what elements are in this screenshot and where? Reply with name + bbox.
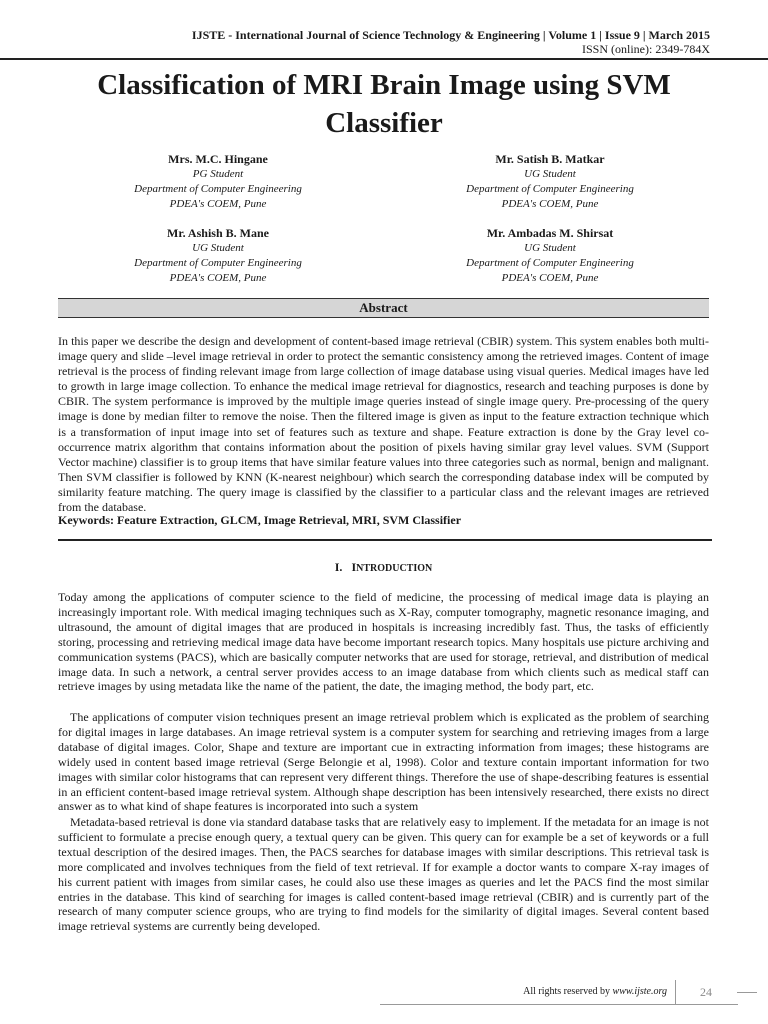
section-title-initial: I <box>351 560 357 574</box>
author-department: Department of Computer Engineering <box>134 257 302 269</box>
author-block <box>435 152 665 211</box>
author-block <box>435 226 665 285</box>
author-role: UG Student <box>524 242 576 254</box>
author-institution: PDEA's COEM, Pune <box>501 272 599 284</box>
header-divider <box>0 58 768 60</box>
keywords: Keywords: Feature Extraction, GLCM, Image Retrieval, MRI, SVM Classifier <box>58 513 462 527</box>
journal-header: IJSTE - International Journal of Science Technology & Engineering | Volume 1 | Issue 9 | March 2015 <box>191 28 710 42</box>
author-name: Mr. Satish B. Matkar <box>495 152 605 166</box>
author-department: Department of Computer Engineering <box>466 183 634 195</box>
author-institution: PDEA's COEM, Pune <box>169 198 267 210</box>
abstract-text: In this paper we describe the design and development of content-based image retrieval (CBIR) system. This system enables both multi-image query and slide –level image retrieval in order to protect the semantic consistency among the retrieved images. Content of image retrieval is the process of finding relevant image from large collection of image database using visual queries. Medical images have led to growth in large image collection. To enhance the medical image retrieval for diagnostics, research and teaching purposes is done by CBIR. The system performance is improved by the multiple image queries instead of single image query. Pre-processing of the query image is done by median filter to remove the noise. Then the filtered image is given as input to the feature extraction technique which is a transformation of input image into set of features such as texture and shape. Feature extraction is done by the Gray level co-occurrence matrix algorithm that contains information about the position of pixels having similar gray level values. SVM (Support Vector machine) classifier is to group items that have similar feature values into three categories such as normal, benign and malignant. Then SVM classifier is followed by KNN (K-nearest neighbour) which search the corresponding database index will be computed by similarity feature matching. The query image is classified by the classifier to a particular class and the relevant images are retrieved from the database. <box>58 334 709 515</box>
author-role: UG Student <box>524 168 576 180</box>
author-name: Mr. Ambadas M. Shirsat <box>486 226 614 240</box>
issn-header: ISSN (online): 2349-784X <box>582 42 710 56</box>
footer-rights <box>523 986 667 997</box>
footer-site-link[interactable]: www.ijste.org <box>612 986 667 997</box>
body-paragraph: The applications of computer vision techniques present an image retrieval problem which is explicated as the problem of searching for digital images in large databases. An image retrieval system is a computer system for searching and retrieving images from a large database of digital images. Color, Shape and texture are important cue in extracting information from images; these histograms are widely used in content based image retrieval (Serge Belongie et al, 1998). Color and texture contain important information for two images with similar color histograms that can represent very different things. Therefore the use of shape-describing features is essential in an efficient content-based image retrieval system. Although shape description has been intensively researched, there exists no direct answer as to what kind of shape features is incorporated into such a system <box>58 710 709 814</box>
abstract-divider <box>58 539 712 541</box>
author-role: UG Student <box>192 242 244 254</box>
author-block <box>103 226 333 285</box>
page-number: 24 <box>700 985 712 999</box>
author-block <box>103 152 333 211</box>
body-paragraph: Today among the applications of computer science to the field of medicine, the processing of medical image data is playing an increasingly important role. With medical imaging techniques such as X-Ray, computer tomography, magnetic resonance imaging, and ultrasound, the amount of digital images that are produced in hospitals is increasing incredibly fast. Thus, the tasks of efficiently storing, processing and retrieving medical image data have become important research topics. Many hospitals use picture archiving and communication systems (PACS), which are basically computer networks that are used for storage, retrieval, and distribution of medical image data. In such a network, a central server provides access to an image database from which clients such as medical staff can retrieve images by using metadata like the name of the patient, the date, the imaging method, the body part, etc. <box>58 590 709 694</box>
section-number: I. <box>334 560 343 574</box>
paper-title: Classification of MRI Brain Image using SVM Classifier <box>97 69 671 139</box>
footer-rights-text: All rights reserved by <box>523 986 613 997</box>
section-title-rest: NTRODUCTION <box>356 563 433 574</box>
section-heading <box>58 560 709 576</box>
author-name: Mr. Ashish B. Mane <box>167 226 269 240</box>
author-role: PG Student <box>192 168 244 180</box>
abstract-heading: Abstract <box>58 298 709 318</box>
footer-divider <box>380 1004 675 1005</box>
author-institution: PDEA's COEM, Pune <box>169 272 267 284</box>
body-paragraph: Metadata-based retrieval is done via standard database tasks that are relatively easy to implement. If the metadata for an image is not sufficient to formulate a precise enough query, a textual query can be given. This query can for example be a set of keywords or a full textual description of the desired images. Then, the PACS searches for database images with similar descriptions. This retrieval task is more complicated and involves techniques from the field of text retrieval. If for example a doctor wants to compare X-ray images of his current patient with images from similar cases, he could also use these images as queries and let the PACS find the most similar entries in the database. This kind of searching for images is called content-based image retrieval (CBIR) and is currently part of the research of many computer science groups, who are trying to find models for the similarity of digital images. Several content based image retrieval systems are currently being developed. <box>58 815 709 934</box>
author-department: Department of Computer Engineering <box>466 257 634 269</box>
author-institution: PDEA's COEM, Pune <box>501 198 599 210</box>
footer-corner-line <box>737 992 757 993</box>
author-department: Department of Computer Engineering <box>134 183 302 195</box>
author-name: Mrs. M.C. Hingane <box>168 152 268 166</box>
